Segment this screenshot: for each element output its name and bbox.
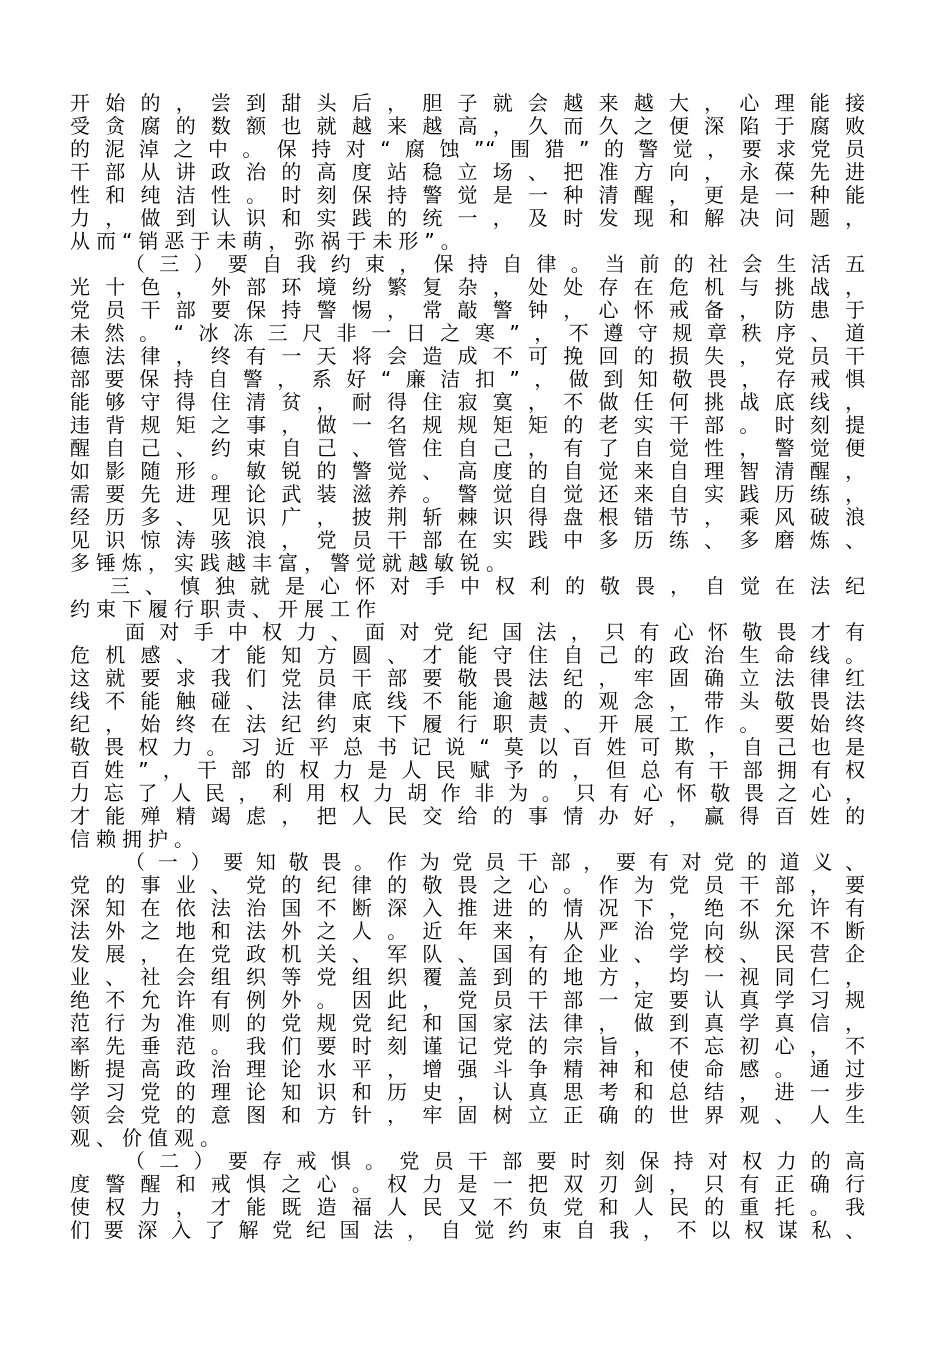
text-line: 范行为准则的党规党纪和国家法律，做到真学真信， xyxy=(70,1011,866,1035)
text-line: 这就要求我们党员干部要敬畏法纪，牢固确立法律红 xyxy=(70,666,866,690)
text-line: 度警醒和戒惧之心。权力是一把双刃剑，只有正确行 xyxy=(70,1172,866,1196)
text-line: 率先垂范。我们要时刻谨记党的宗旨，不忘初心，不 xyxy=(70,1034,866,1058)
text-line: 开始的，尝到甜头后，胆子就会越来越大，心理能接 xyxy=(70,91,866,115)
text-line: 醒自己、约束自己、管住自己，有了自觉性，警觉便 xyxy=(70,436,866,460)
text-line: 们要深入了解党纪国法，自觉约束自我，不以权谋私、 xyxy=(70,1218,866,1242)
text-line: 百姓”，干部的权力是人民赋予的，但总有干部拥有权 xyxy=(70,758,866,782)
text-line: 部要保持自警，系好“廉洁扣”，做到知敬畏，存戒惧 xyxy=(70,367,866,391)
text-line: 业、社会组织等党组织覆盖到的地方，均一视同仁， xyxy=(70,965,866,989)
text-line: 发展，在党政机关、军队、国有企业、学校、民营企 xyxy=(70,942,866,966)
text-line: 能够守得住清贫，耐得住寂寞，不做任何挑战底线， xyxy=(70,390,866,414)
text-line: 光十色，外部环境纷繁复杂，处处存在危机与挑战， xyxy=(70,275,866,299)
text-line: （一）要知敬畏。作为党员干部，要有对党的道义、 xyxy=(125,850,866,874)
text-line: 领会党的意图和方针，牢固树立正确的世界观、人生 xyxy=(70,1103,866,1127)
text-line: 力忘了人民，利用权力胡作非为。只有心怀敬畏之心， xyxy=(70,781,866,805)
text-line: 受贪腐的数额也就越来越高，久而久之便深陷于腐败 xyxy=(70,114,866,138)
text-line: 敬畏权力。习近平总书记说“莫以百姓可欺，自己也是 xyxy=(70,735,866,759)
text-line: 经历多、见识广，披荆斩棘识得盘根错节，乘风破浪 xyxy=(70,505,866,529)
text-line: 党员干部要保持警惕，常敲警钟，心怀戒备，防患于 xyxy=(70,298,866,322)
text-line: 的泥淖之中。保持对“腐蚀”“围猎”的警觉，要求党员 xyxy=(70,137,866,161)
text-line: 绝不允许有例外。因此，党员干部一定要认真学习规 xyxy=(70,988,866,1012)
text-line: 纪，始终在法纪约束下履行职责、开展工作。要始终 xyxy=(70,712,866,736)
text-line: 如影随形。敏锐的警觉、高度的自觉来自理智清醒， xyxy=(70,459,866,483)
section-heading-continued: 约束下履行职责、开展工作 xyxy=(70,597,382,621)
text-line: 见识惊涛骇浪，党员干部在实践中多历练、多磨炼、 xyxy=(70,528,866,552)
text-line: 德法律，终有一天将会造成不可挽回的损失，党员干 xyxy=(70,344,866,368)
text-line: 危机感、才能知方圆、才能守住自己的政治生命线。 xyxy=(70,643,866,667)
text-line: 才能殚精竭虑，把人民交给的事情办好，赢得百姓的 xyxy=(70,804,866,828)
text-line: 未然。“冰冻三尺非一日之寒”，不遵守规章秩序、道 xyxy=(70,321,866,345)
text-line: 观、价值观。 xyxy=(70,1126,226,1150)
text-line: 性和纯洁性。时刻保持警觉是一种清醒，更是一种能 xyxy=(70,183,866,207)
text-line: 法外之地和法外之人。近年来，从严治党向纵深不断 xyxy=(70,919,866,943)
text-line: 力，做到认识和实践的统一，及时发现和解决问题， xyxy=(70,206,866,230)
text-line: 违背规矩之事，做一名规规矩矩的老实干部。时刻提 xyxy=(70,413,866,437)
text-line: （三）要自我约束，保持自律。当前的社会生活五 xyxy=(125,252,866,276)
text-line: 线不能触碰、法律底线不能逾越的观念，带头敬畏法 xyxy=(70,689,866,713)
text-line: 面对手中权力、面对党纪国法，只有心怀敬畏才有 xyxy=(125,620,866,644)
text-line: 党的事业、党的纪律的敬畏之心。作为党员干部，要 xyxy=(70,873,866,897)
text-line: 深知在依法治国不断深入推进的情况下，绝不允许有 xyxy=(70,896,866,920)
text-line: 干部从讲政治的高度站稳立场、把准方向，永葆先进 xyxy=(70,160,866,184)
text-line: 多锤炼，实践越丰富，警觉就越敏锐。 xyxy=(70,551,512,575)
text-line: （二）要存戒惧。党员干部要时刻保持对权力的高 xyxy=(125,1149,866,1173)
text-line: 信赖拥护。 xyxy=(70,827,200,851)
text-line: 断提高政治理论水平，增强斗争精神和使命感。通过 xyxy=(70,1057,866,1081)
text-line: 使权力，才能既造福人民又不负党和人民的重托。我 xyxy=(70,1195,866,1219)
text-line: 从而“销恶于未萌，弥祸于未形”。 xyxy=(70,229,467,253)
section-heading: 三、慎独就是心怀对手中权利的敬畏，自觉在法纪 xyxy=(110,574,866,598)
text-line: 需要先进理论武装滋养。警觉自觉还来自实践历练， xyxy=(70,482,866,506)
text-line: 学习党的理论知识和历史，认真思考和总结，进一步 xyxy=(70,1080,866,1104)
